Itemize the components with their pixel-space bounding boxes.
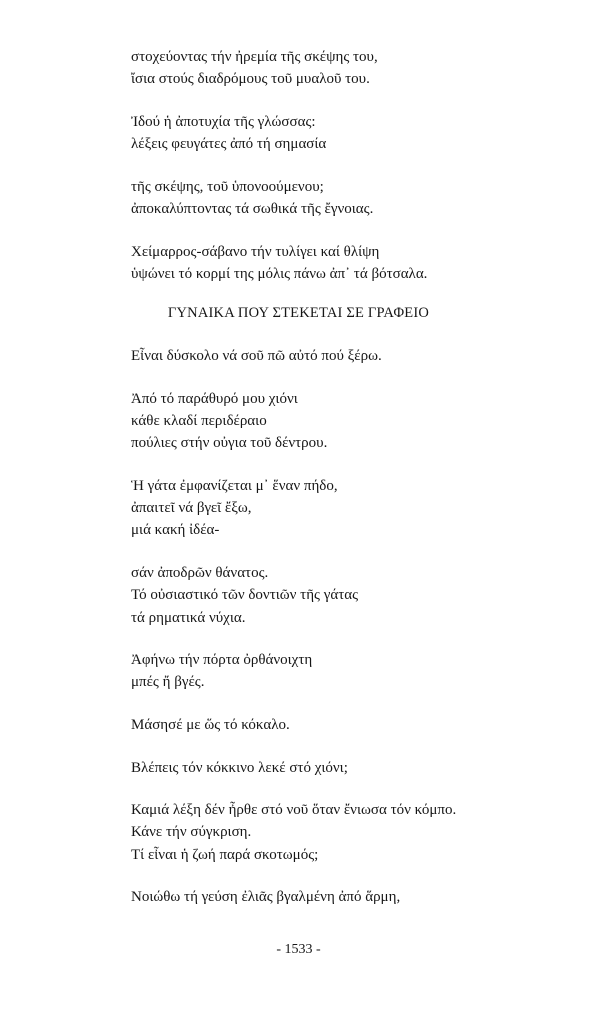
poem-line: Καμιά λέξη δέν ἦρθε στό νοῦ ὅταν ἔνιωσα τόν κόμπο. [131,802,457,819]
poem-line: μπές ἤ βγές. [131,674,205,691]
poem-line: λέξεις φευγάτες ἀπό τή σημασία [131,136,327,153]
stanza [0,649,597,694]
poem-line: στοχεύοντας τήν ἠρεμία τῆς σκέψης του, [131,49,378,65]
stanza [0,562,597,629]
poem-line: Νοιώθω τή γεύση ἐλιᾶς βγαλμένη ἀπό ἅρμη, [131,889,401,906]
poem-line: πούλιες στήν οὐγια τοῦ δέντρου. [131,435,328,452]
text-block [0,46,597,909]
poem-line: ὑψώνει τό κορμί της μόλις πάνω ἀπ᾽ τά βότσαλα. [131,265,428,282]
poem-line: Μάσησέ με ὥς τό κόκαλο. [131,716,290,733]
poem-line: τά ρηματικά νύχια. [131,609,246,626]
poem-line: Ἰδού ἡ ἀποτυχία τῆς γλώσσας: [131,113,316,130]
stanza [0,714,597,736]
poem-line: ἴσια στούς διαδρόμους τοῦ μυαλοῦ του. [131,71,370,88]
poem-line: μιά κακή ἰδέα- [131,522,220,539]
poem-line: σάν ἀποδρῶν θάνατος. [131,564,269,581]
poem-line: Βλέπεις τόν κόκκινο λεκέ στό χιόνι; [131,759,348,776]
page-number: - 1533 - [276,942,321,957]
stanza [0,886,597,908]
poem-continuation [0,46,597,285]
poem-line: κάθε κλαδί περιδέραιο [131,412,267,429]
stanza [0,345,597,367]
stanza [0,388,597,455]
stanza [0,475,597,542]
poem-line: Ἀπό τό παράθυρό μου χιόνι [131,390,298,407]
stanza [0,799,597,866]
poem-line: Ἡ γάτα ἐμφανίζεται μ᾽ ἕναν πήδο, [131,477,338,494]
stanza [0,241,597,286]
poem-title: ΓΥΝΑΙΚΑ ΠΟΥ ΣΤΕΚΕΤΑΙ ΣΕ ΓΡΑΦΕΙΟ [167,304,430,321]
poem-line: ἀποκαλύπτοντας τά σωθικά τῆς ἔγνοιας. [131,201,374,218]
poem-line: Εἶναι δύσκολο νά σοῦ πῶ αὐτό πού ξέρω. [131,347,382,364]
poem-line: Τό οὐσιαστικό τῶν δοντιῶν τῆς γάτας [131,587,359,604]
poem-line: Τί εἶναι ἡ ζωή παρά σκοτωμός; [131,846,319,863]
poem-line: ἀπαιτεῖ νά βγεῖ ἔξω, [131,500,252,517]
poem-line: Κάνε τήν σύγκριση. [131,824,252,841]
poem-line: Ἀφήνω τήν πόρτα ὀρθάνοιχτη [131,652,313,669]
stanza [0,176,597,221]
stanza [0,757,597,779]
poem [0,345,597,909]
stanza [0,111,597,156]
poem-line: τῆς σκέψης, τοῦ ὑπονοούμενου; [131,178,324,195]
stanza [0,46,597,91]
poem-line: Χείμαρρος-σάβανο τήν τυλίγει καί θλίψη [131,243,380,260]
